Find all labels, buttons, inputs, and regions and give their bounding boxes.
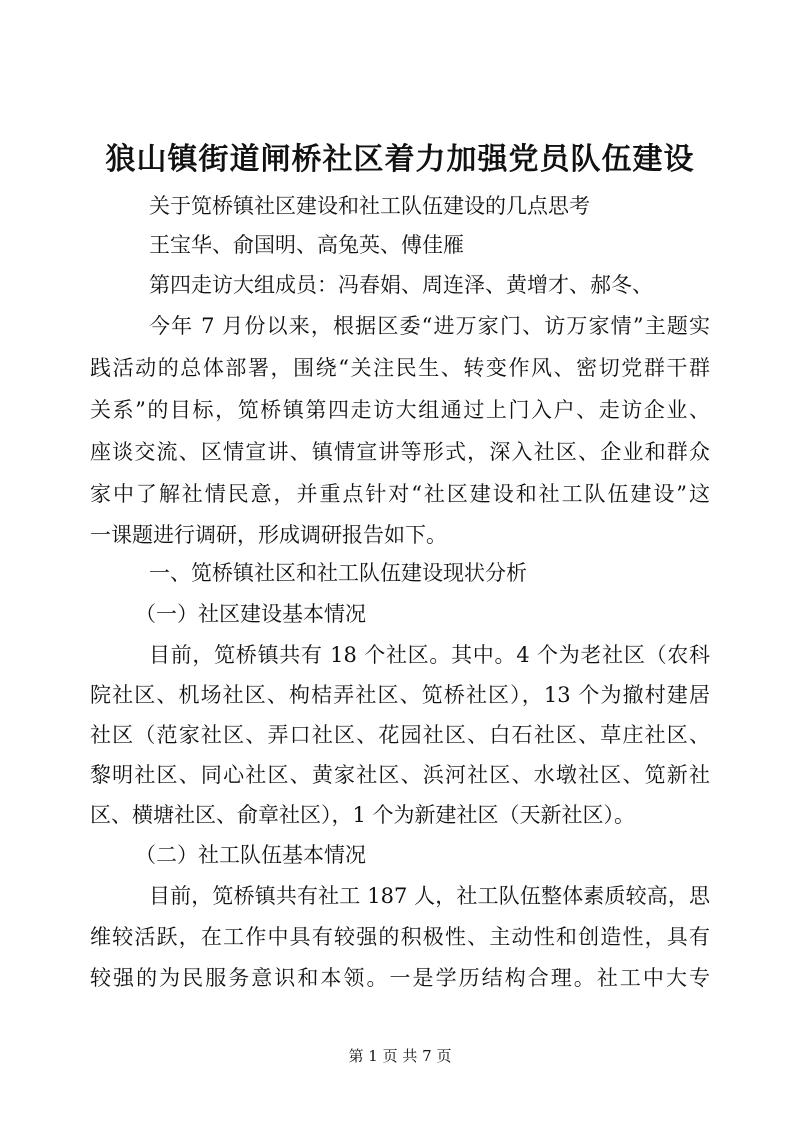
paragraph-line: 座谈交流、区情宣讲、镇情宣讲等形式，深入社区、企业和群众 [90,440,710,464]
paragraph-line: 家中了解社情民意，并重点针对“社区建设和社工队伍建设”这 [90,482,710,506]
paragraph-line: 院社区、机场社区、枸桔弄社区、笕桥社区），13 个为撤村建居 [90,683,710,707]
paragraph-line: 目前，笕桥镇共有社工 187 人，社工队伍整体素质较高，思 [149,884,710,908]
subsection-heading: （二）社工队伍基本情况 [135,843,366,867]
section-heading: 一、笕桥镇社区和社工队伍建设现状分析 [149,561,527,585]
paragraph-line: 关系”的目标，笕桥镇第四走访大组通过上门入户、走访企业、 [90,398,710,422]
paragraph-line: 社区（范家社区、弄口社区、花园社区、白石社区、草庄社区、 [90,723,710,747]
paragraph-line: 较强的为民服务意识和本领。一是学历结构合理。社工中大专 [90,966,710,990]
paragraph-line: 目前，笕桥镇共有 18 个社区。其中。4 个为老社区（农科 [149,643,710,667]
subtitle-line: 关于笕桥镇社区建设和社工队伍建设的几点思考 [149,194,590,218]
paragraph-line: 黎明社区、同心社区、黄家社区、浜河社区、水墩社区、笕新社 [90,763,710,787]
paragraph-line: 区、横塘社区、俞章社区），1 个为新建社区（天新社区）。 [90,803,636,827]
paragraph-line: 今年 7 月份以来，根据区委“进万家门、访万家情”主题实 [149,314,710,338]
group-members-line: 第四走访大组成员：冯春娟、周连泽、黄增才、郝冬、 [149,273,653,297]
document-title: 狼山镇街道闸桥社区着力加强党员队伍建设 [105,142,695,177]
paragraph-line: 践活动的总体部署，围绕“关注民生、转变作风、密切党群干群 [90,356,710,380]
paragraph-line: 维较活跃，在工作中具有较强的积极性、主动性和创造性，具有 [90,925,710,949]
paragraph-line: 一课题进行调研，形成调研报告如下。 [90,523,447,547]
subsection-heading: （一）社区建设基本情况 [135,602,366,626]
authors-line: 王宝华、俞国明、高兔英、傅佳雁 [149,233,464,257]
page-footer: 第 1 页 共 7 页 [348,1047,452,1065]
